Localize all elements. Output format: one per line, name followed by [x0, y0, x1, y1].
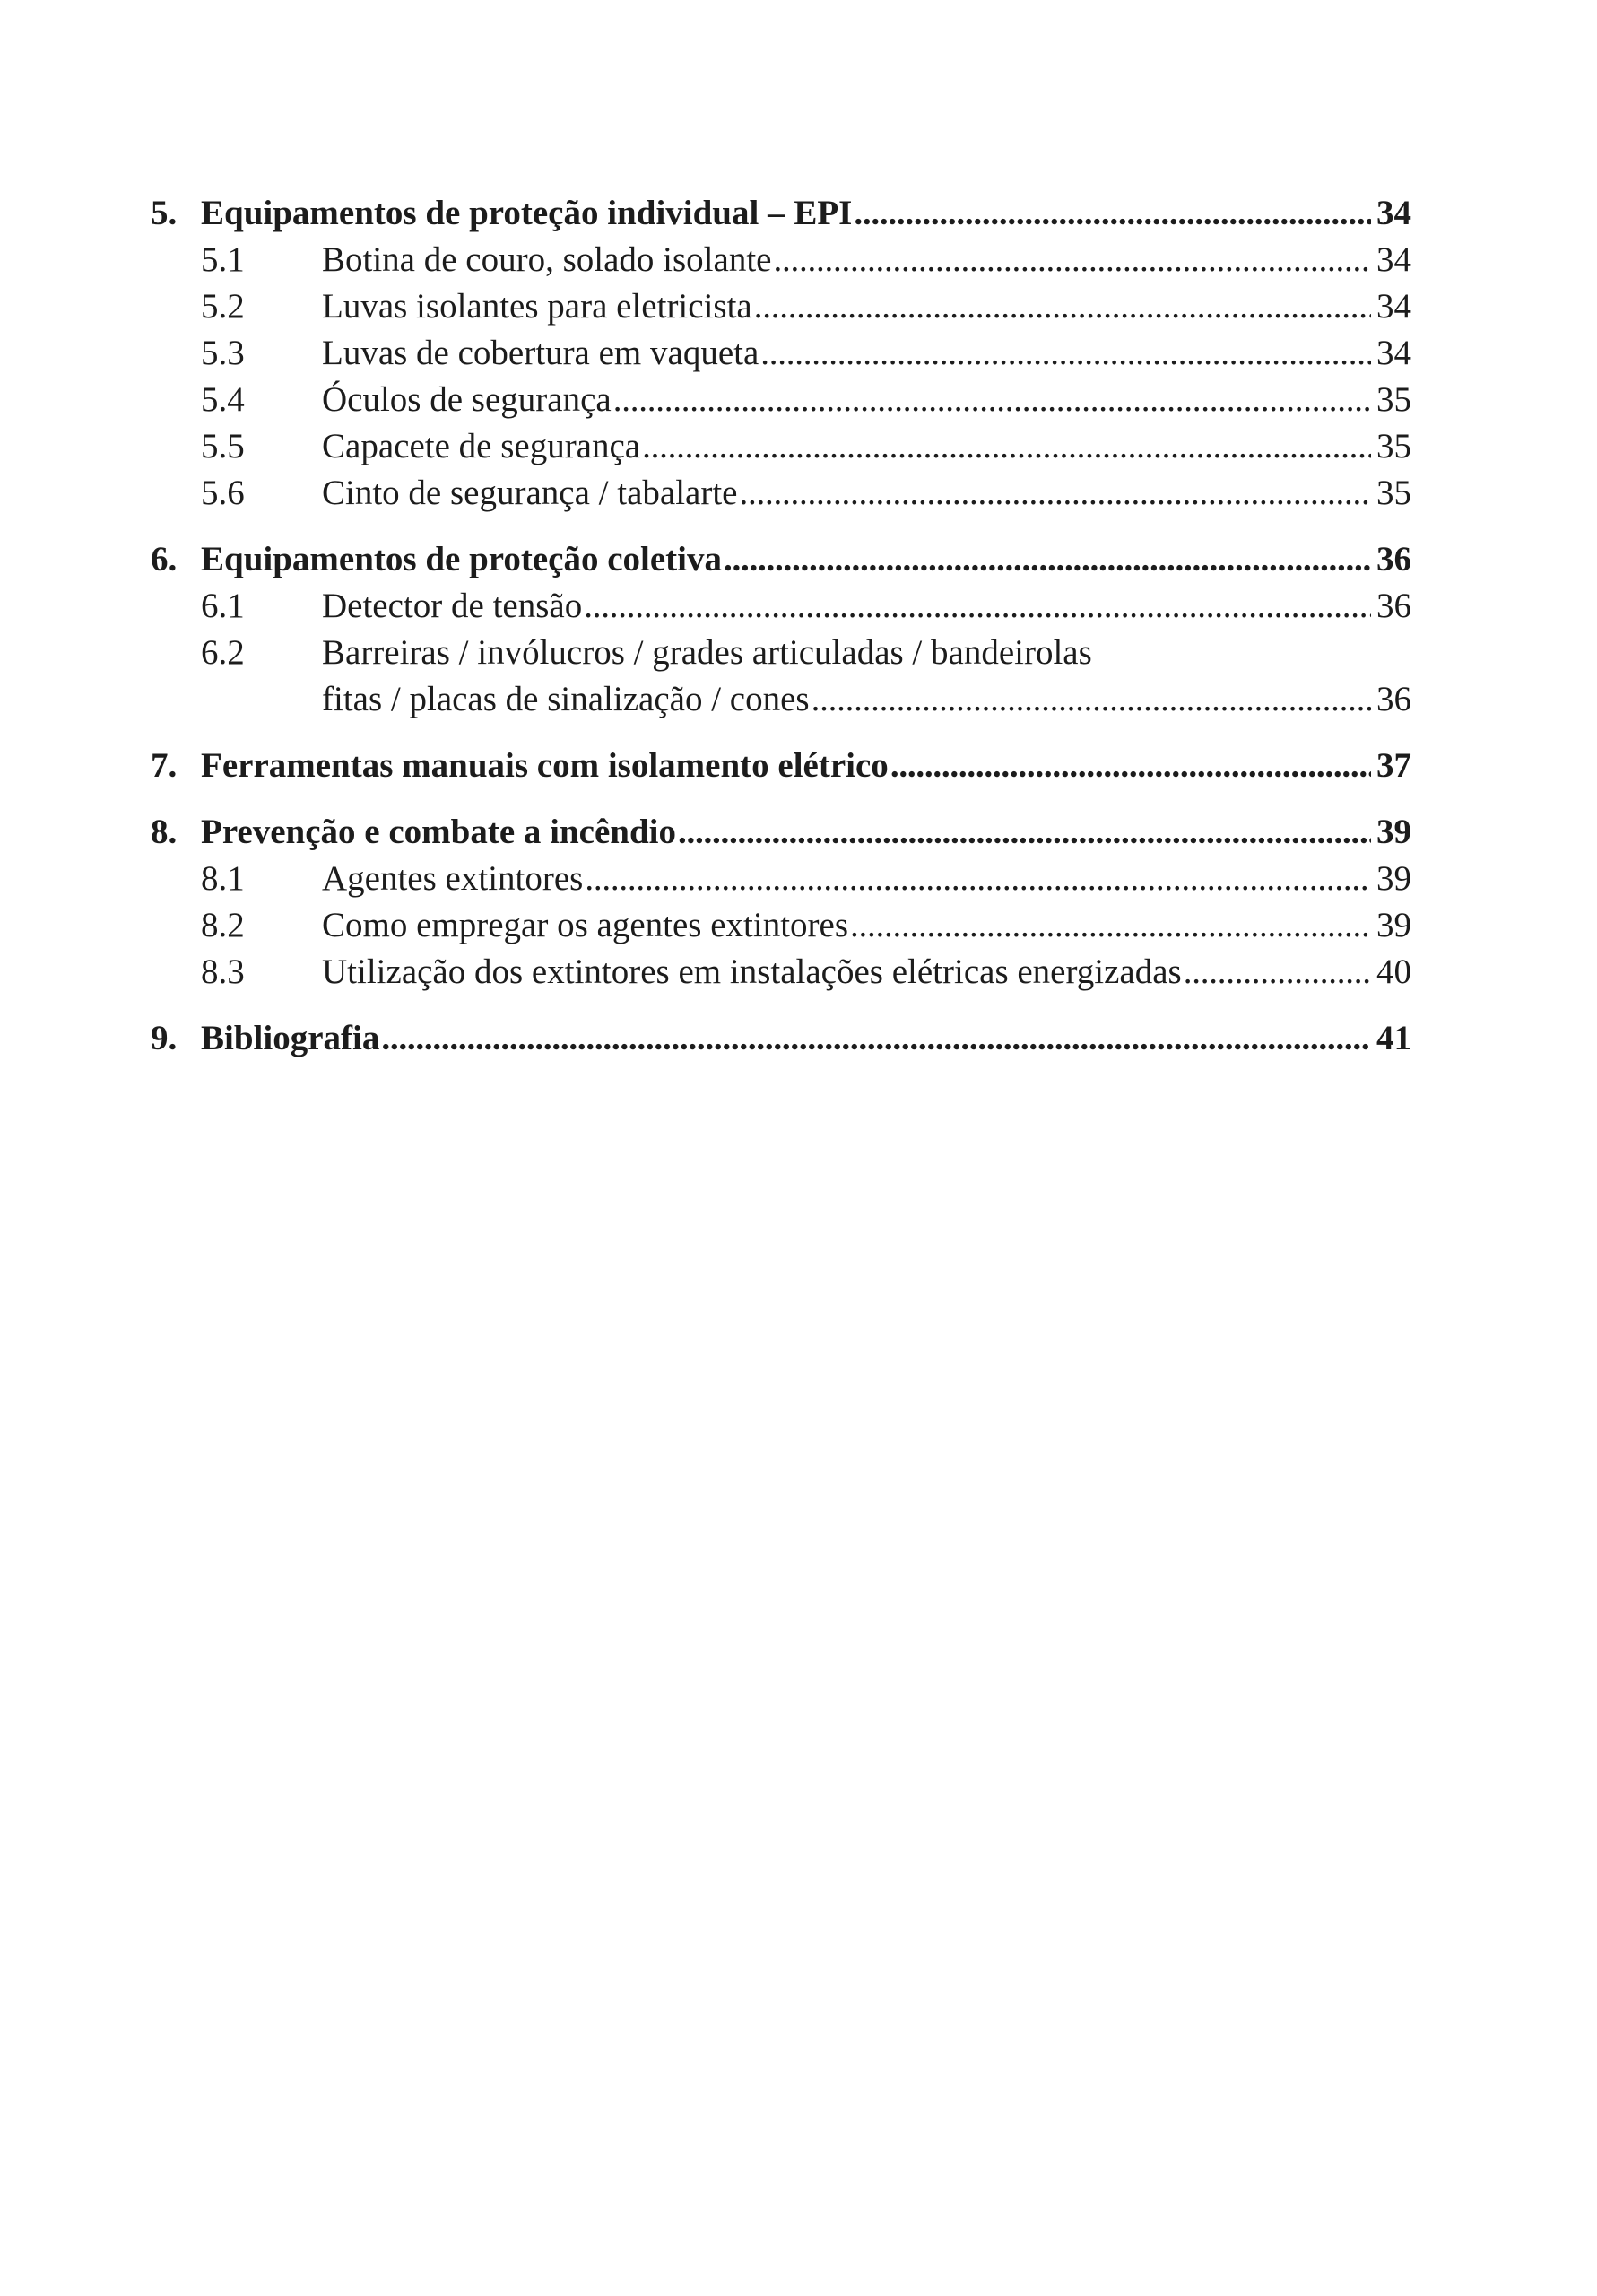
toc-entry-8-3[interactable]: [151, 949, 1411, 996]
dot-leader: [613, 377, 1371, 423]
toc-entry-page: 36: [1376, 680, 1411, 718]
toc-entry-page: 40: [1376, 952, 1411, 991]
toc-entry-8-1[interactable]: [151, 856, 1411, 902]
toc-entry-page: 41: [1376, 1019, 1411, 1057]
toc-entry-page: 36: [1376, 540, 1411, 578]
toc-entry-5-1[interactable]: [151, 237, 1411, 283]
toc-entry-title: Equipamentos de proteção coletiva: [201, 540, 723, 578]
toc-entry-page: 34: [1376, 194, 1411, 232]
toc-entry-7[interactable]: [151, 743, 1411, 789]
table-of-contents: [151, 190, 1411, 1062]
dot-leader: [585, 856, 1371, 902]
dot-leader: [850, 902, 1371, 949]
toc-entry-page: 34: [1376, 287, 1411, 326]
dot-leader: [773, 237, 1371, 283]
toc-entry-title: Agentes extintores: [322, 859, 584, 898]
toc-entry-title-line1: Barreiras / invólucros / grades articuladas / bandeirolas: [322, 633, 1092, 672]
toc-entry-number: 5.4: [201, 380, 245, 419]
toc-entry-number: 5.6: [201, 474, 245, 512]
toc-entry-number: 5.: [151, 194, 178, 232]
toc-entry-page: 34: [1376, 240, 1411, 279]
toc-entry-9[interactable]: [151, 1015, 1411, 1062]
toc-entry-title: Utilização dos extintores em instalações elétricas energizadas: [322, 952, 1182, 991]
dot-leader: [760, 330, 1371, 377]
toc-entry-title: Cinto de segurança / tabalarte: [322, 474, 738, 512]
toc-entry-5-3[interactable]: [151, 330, 1411, 377]
toc-entry-6-2-continuation[interactable]: [151, 676, 1411, 723]
dot-leader: [584, 583, 1371, 630]
toc-entry-page: 35: [1376, 474, 1411, 512]
toc-entry-8-2[interactable]: [151, 902, 1411, 949]
toc-entry-page: 39: [1376, 813, 1411, 851]
dot-leader: [678, 809, 1371, 856]
toc-entry-title: Como empregar os agentes extintores: [322, 906, 848, 944]
toc-entry-page: 35: [1376, 380, 1411, 419]
toc-entry-5-5[interactable]: [151, 423, 1411, 470]
toc-entry-6[interactable]: [151, 536, 1411, 583]
toc-entry-page: 37: [1376, 746, 1411, 785]
toc-entry-title: Botina de couro, solado isolante: [322, 240, 772, 279]
toc-entry-title-line2: fitas / placas de sinalização / cones: [322, 680, 810, 718]
toc-entry-5-6[interactable]: [151, 470, 1411, 517]
toc-entry-number: 6.1: [201, 587, 245, 625]
toc-entry-number: 5.1: [201, 240, 245, 279]
dot-leader: [1184, 949, 1371, 996]
toc-entry-number: 6.: [151, 540, 178, 578]
toc-entry-number: 5.2: [201, 287, 245, 326]
toc-entry-page: 39: [1376, 906, 1411, 944]
toc-entry-page: 39: [1376, 859, 1411, 898]
toc-entry-number: 8.3: [201, 952, 245, 991]
toc-entry-title: Ferramentas manuais com isolamento elétrico: [201, 746, 889, 785]
toc-entry-title: Bibliografia: [201, 1019, 380, 1057]
dot-leader: [854, 190, 1371, 237]
toc-entry-page: 36: [1376, 587, 1411, 625]
toc-entry-title: Luvas de cobertura em vaqueta: [322, 334, 759, 372]
dot-leader: [381, 1015, 1371, 1062]
toc-entry-8[interactable]: [151, 809, 1411, 856]
toc-entry-title: Equipamentos de proteção individual – EPI: [201, 194, 853, 232]
toc-entry-number: 5.3: [201, 334, 245, 372]
toc-entry-title: Luvas isolantes para eletricista: [322, 287, 752, 326]
dot-leader: [812, 676, 1371, 723]
toc-entry-page: 35: [1376, 427, 1411, 465]
toc-entry-5-4[interactable]: [151, 377, 1411, 423]
toc-entry-number: 7.: [151, 746, 178, 785]
toc-entry-5-2[interactable]: [151, 283, 1411, 330]
toc-entry-title: Prevenção e combate a incêndio: [201, 813, 677, 851]
dot-leader: [890, 743, 1371, 789]
toc-entry-number: 8.: [151, 813, 178, 851]
toc-entry-title: Óculos de segurança: [322, 380, 612, 419]
toc-entry-6-2[interactable]: [151, 630, 1411, 676]
toc-entry-6-1[interactable]: [151, 583, 1411, 630]
dot-leader: [754, 283, 1371, 330]
toc-entry-number: 9.: [151, 1019, 178, 1057]
toc-entry-number: 5.5: [201, 427, 245, 465]
toc-entry-number: 6.2: [201, 633, 245, 672]
toc-entry-number: 8.1: [201, 859, 245, 898]
toc-entry-title: Detector de tensão: [322, 587, 583, 625]
dot-leader: [739, 470, 1371, 517]
toc-entry-5[interactable]: [151, 190, 1411, 237]
dot-leader: [642, 423, 1371, 470]
dot-leader: [724, 536, 1371, 583]
toc-entry-title: Capacete de segurança: [322, 427, 641, 465]
toc-entry-page: 34: [1376, 334, 1411, 372]
toc-entry-number: 8.2: [201, 906, 245, 944]
